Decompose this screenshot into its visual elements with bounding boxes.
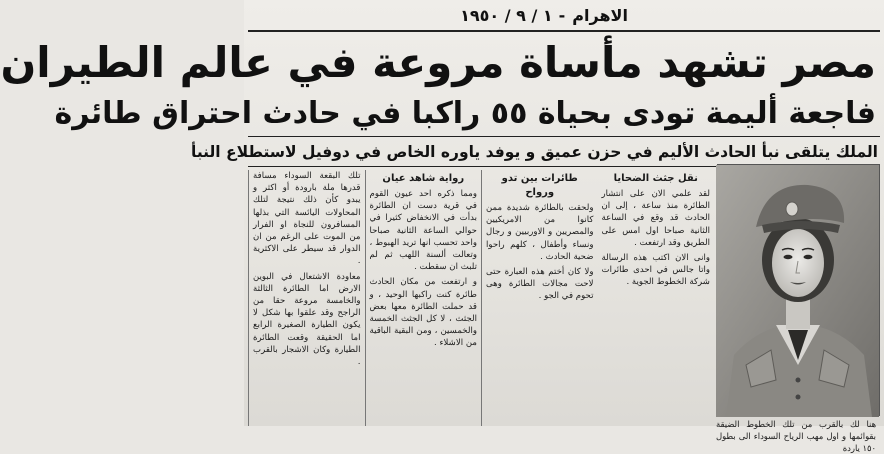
column-paragraph: تلك البقعة السوداء مسافة قدرها ملة بارودة أو اكثر و يبدو كأن ذلك نتيجة لتلك المحاولات اليائسة التي بذلها المسافرون للنجاة او الفرار من الموت على الرغم من ان الدوار قد سيطر على الاكثرية .	[253, 171, 361, 267]
column-paragraph: وانى الان اكتب هذه الرسالة واتا جالس في احدى طائرات شركة الخطوط الجوية .	[601, 253, 710, 288]
column-paragraph: ومما ذكره احد عيون القوم في قرية دست ان الطائرة بدأت في الانخفاض كثيرا في حوالي الساعة الثانية صباحا واحد تحسب انها تريد الهبوط ، وتعالت ألسنة اللهب ثم لم تلبث ان سقطت .	[369, 189, 477, 273]
article-column-1	[248, 170, 365, 426]
masthead-separator: -	[558, 5, 567, 25]
column-paragraph: لقد علمي الان على انتشار الطائرة منذ ساعة ، إلى ان الحادث قد وقع في الساعة الثانية صباحا اول امس على الطريق وقد ارتفعت .	[601, 189, 710, 248]
right-strip-bottom-text: هنا لك بالقرب من تلك الخطوط الضيقة بقوائمها و اول مهب الرياح السوداء الى بطول ١٥٠ ياردة	[716, 419, 876, 453]
article-columns	[248, 170, 714, 426]
masthead-paper-name: الاهرام	[572, 5, 628, 25]
headline-divider	[248, 136, 880, 137]
third-headline: الملك يتلقى نبأ الحادث الأليم في حزن عميق و يوفد ياوره الخاص في دوفيل لاستطلاع النبأ	[191, 143, 878, 161]
masthead-dateline	[424, 2, 664, 28]
column-heading: رواية شاهد عيان	[382, 173, 465, 184]
masthead-rule	[248, 30, 880, 32]
column-heading: طائرات بين تدو ورواح	[501, 173, 578, 198]
column-paragraph: و ارتفعت من مكان الحادث طائرة كنت راكبها الوحيد ، و قد حملت الطائرة معها بعض الجثث ، لا كل الجثث الخمسة والخمسين ، ومن البقية الباقية من الاشلاء .	[369, 277, 477, 349]
article-column-4	[598, 170, 715, 426]
sub-headline: فاجعة أليمة تودى بحياة ٥٥ راكبا في حادث احتراق طائرة	[54, 96, 876, 131]
column-paragraph: ولا كان أختم هذه العبارة حتى لاحت مجالات الطائرة وهى تحوم في الجو .	[486, 267, 594, 302]
column-paragraph: ولحقت بالطائرة شديدة ممن كانوا من الامريكيين والمصريين و الاوربيين و رجال ونساء وأطفال ، كلهم راحوا ضحية الحادث .	[486, 203, 594, 262]
masthead-date: ١ / ٩ / ١٩٥٠	[460, 5, 553, 25]
column-heading: نقل جثث الضحايا	[613, 173, 698, 184]
stewardess-photo	[717, 164, 880, 416]
portrait-illustration	[716, 165, 879, 417]
article-column-2	[365, 170, 482, 426]
main-headline: مصر تشهد مأساة مروعة في عالم الطيران	[0, 38, 876, 87]
article-column-3	[481, 170, 598, 426]
column-paragraph: معاودة الاشتعال في البوين الارض اما الطائرة الثالثة والخامسة مروعة حقا من الراجح وقد علقوا بها شكل لا يكون الطيارة الصغيرة الرابع اما الحقيقة وقعت الطائرة الطيارة وكان الاشجار بالقرب .	[253, 271, 361, 368]
